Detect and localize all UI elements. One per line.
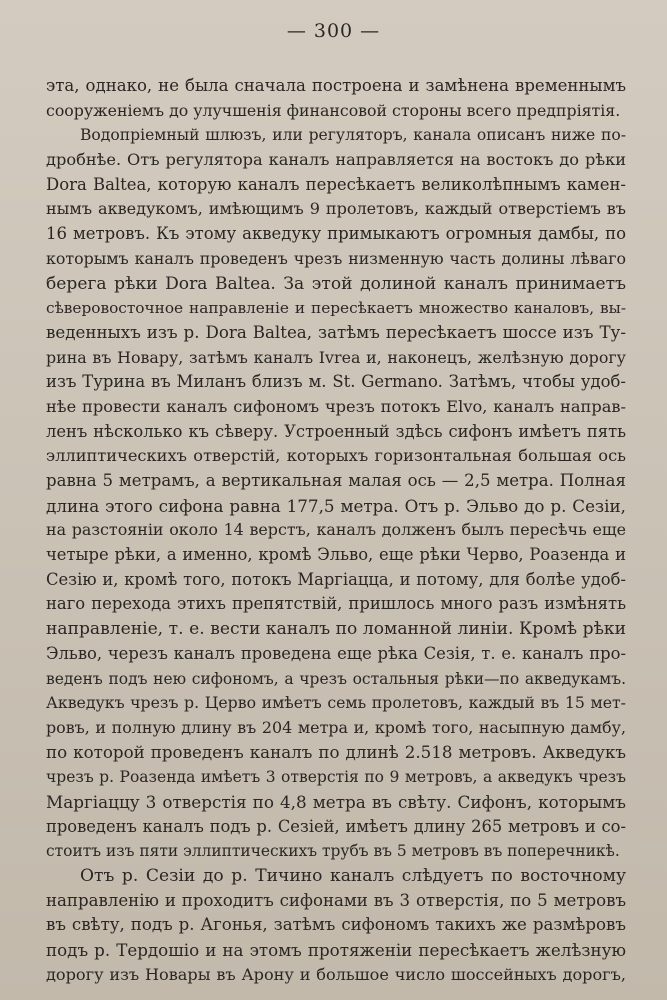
text-line: берега рѣки Dora Baltea. За этой долиной каналъ принимаетъ	[46, 273, 626, 294]
text-line: дорогу изъ Новары въ Арону и большое число шоссейныхъ дорогъ,	[46, 964, 626, 984]
text-line: Маргіаццу 3 отверстія по 4,8 метра въ свѣту. Сифонъ, которымъ	[46, 791, 626, 812]
text-line: чрезъ р. Роазенда имѣетъ 3 отверстія по 9 метровъ, а акведукъ чрезъ	[46, 768, 626, 787]
text-line: сооруженіемъ до улучшенія финансовой стороны всего предпріятія.	[46, 100, 621, 120]
text-line: ленъ нѣсколько къ сѣверу. Устроенный здѣсь сифонъ имѣетъ пять	[46, 421, 626, 441]
text-line: сѣверовосточное направленіе и пересѣкаетъ множество каналовъ, вы-	[46, 299, 626, 318]
text-line: четыре рѣки, а именно, кромѣ Эльво, еще рѣки Черво, Роазенда и	[46, 545, 626, 565]
text-line: которымъ каналъ проведенъ чрезъ низменную часть долины лѣваго	[46, 248, 626, 268]
text-line: ровъ, и полную длину въ 204 метра и, кромѣ того, насыпную дамбу,	[46, 717, 626, 737]
text-line: длина этого сифона равна 177,5 метра. Отъ р. Эльво до р. Сезіи,	[46, 495, 626, 516]
text-line: эллиптическихъ отверстій, которыхъ горизонтальная большая ось	[46, 446, 626, 466]
text-line: веденъ подъ нею сифономъ, а чрезъ остальныя рѣки—по акведукамъ.	[46, 669, 626, 688]
text-line: Эльво, черезъ каналъ проведена еще рѣка Сезія, т. е. каналъ про-	[46, 643, 626, 663]
text-line: нымъ акведукомъ, имѣющимъ 9 пролетовъ, каждый отверстіемъ въ	[46, 199, 626, 219]
text-line: Акведукъ чрезъ р. Церво имѣетъ семь пролетовъ, каждый въ 15 мет-	[46, 693, 626, 713]
text-line: 16 метровъ. Къ этому акведуку примыкаютъ огромныя дамбы, по	[46, 224, 626, 244]
text-line: Dora Baltea, которую каналъ пересѣкаетъ великолѣпнымъ камен-	[46, 174, 626, 194]
text-line: направленію и проходитъ сифонами въ 3 отверстія, по 5 метровъ	[46, 890, 626, 910]
paragraph-start-line: Водопріемный шлюзъ, или регуляторъ, канала описанъ ниже по-	[80, 126, 626, 145]
text-line: эта, однако, не была сначала построена и замѣнена временнымъ	[46, 76, 626, 95]
text-line: изъ Турина въ Миланъ близъ м. St. Germano. Затѣмъ, чтобы удоб-	[46, 372, 626, 392]
text-line: нѣе провести каналъ сифономъ чрезъ потокъ Elvo, каналъ направ-	[46, 396, 626, 416]
text-line: подъ р. Тердошіо и на этомъ протяженіи пересѣкаетъ желѣзную	[46, 940, 626, 961]
text-line: стоитъ изъ пяти эллиптическихъ трубъ въ 5 метровъ въ поперечникѣ.	[46, 842, 620, 861]
text-line: Сезію и, кромѣ того, потокъ Маргіацца, и потому, для болѣе удоб-	[46, 569, 626, 589]
text-line: на разстояніи около 14 верстъ, каналъ долженъ былъ пересѣчь еще	[46, 520, 626, 540]
page-number: — 300 —	[286, 20, 381, 42]
text-line: веденныхъ изъ р. Dora Baltea, затѣмъ пересѣкаетъ шоссе изъ Ту-	[46, 322, 626, 342]
text-line: дробнѣе. Отъ регулятора каналъ направляется на востокъ до рѣки	[46, 150, 626, 170]
text-line: направленіе, т. е. вести каналъ по ломанной линіи. Кромѣ рѣки	[46, 619, 626, 640]
text-line: по которой проведенъ каналъ по длинѣ 2.518 метровъ. Акведукъ	[46, 742, 626, 762]
text-line: наго перехода этихъ препятствій, пришлось много разъ измѣнять	[46, 594, 626, 614]
text-line: рина въ Новару, затѣмъ каналъ Ivrea и, наконецъ, желѣзную дорогу	[46, 347, 626, 367]
text-line: въ свѣту, подъ р. Агонья, затѣмъ сифономъ такихъ же размѣровъ	[46, 915, 626, 935]
body-text	[46, 74, 626, 987]
text-line: равна 5 метрамъ, а вертикальная малая ось — 2,5 метра. Полная	[46, 471, 626, 490]
text-line: проведенъ каналъ подъ р. Сезіей, имѣетъ длину 265 метровъ и со-	[46, 816, 626, 836]
paragraph-start-line: Отъ р. Сезіи до р. Тичино каналъ слѣдуетъ по восточному	[80, 866, 626, 886]
